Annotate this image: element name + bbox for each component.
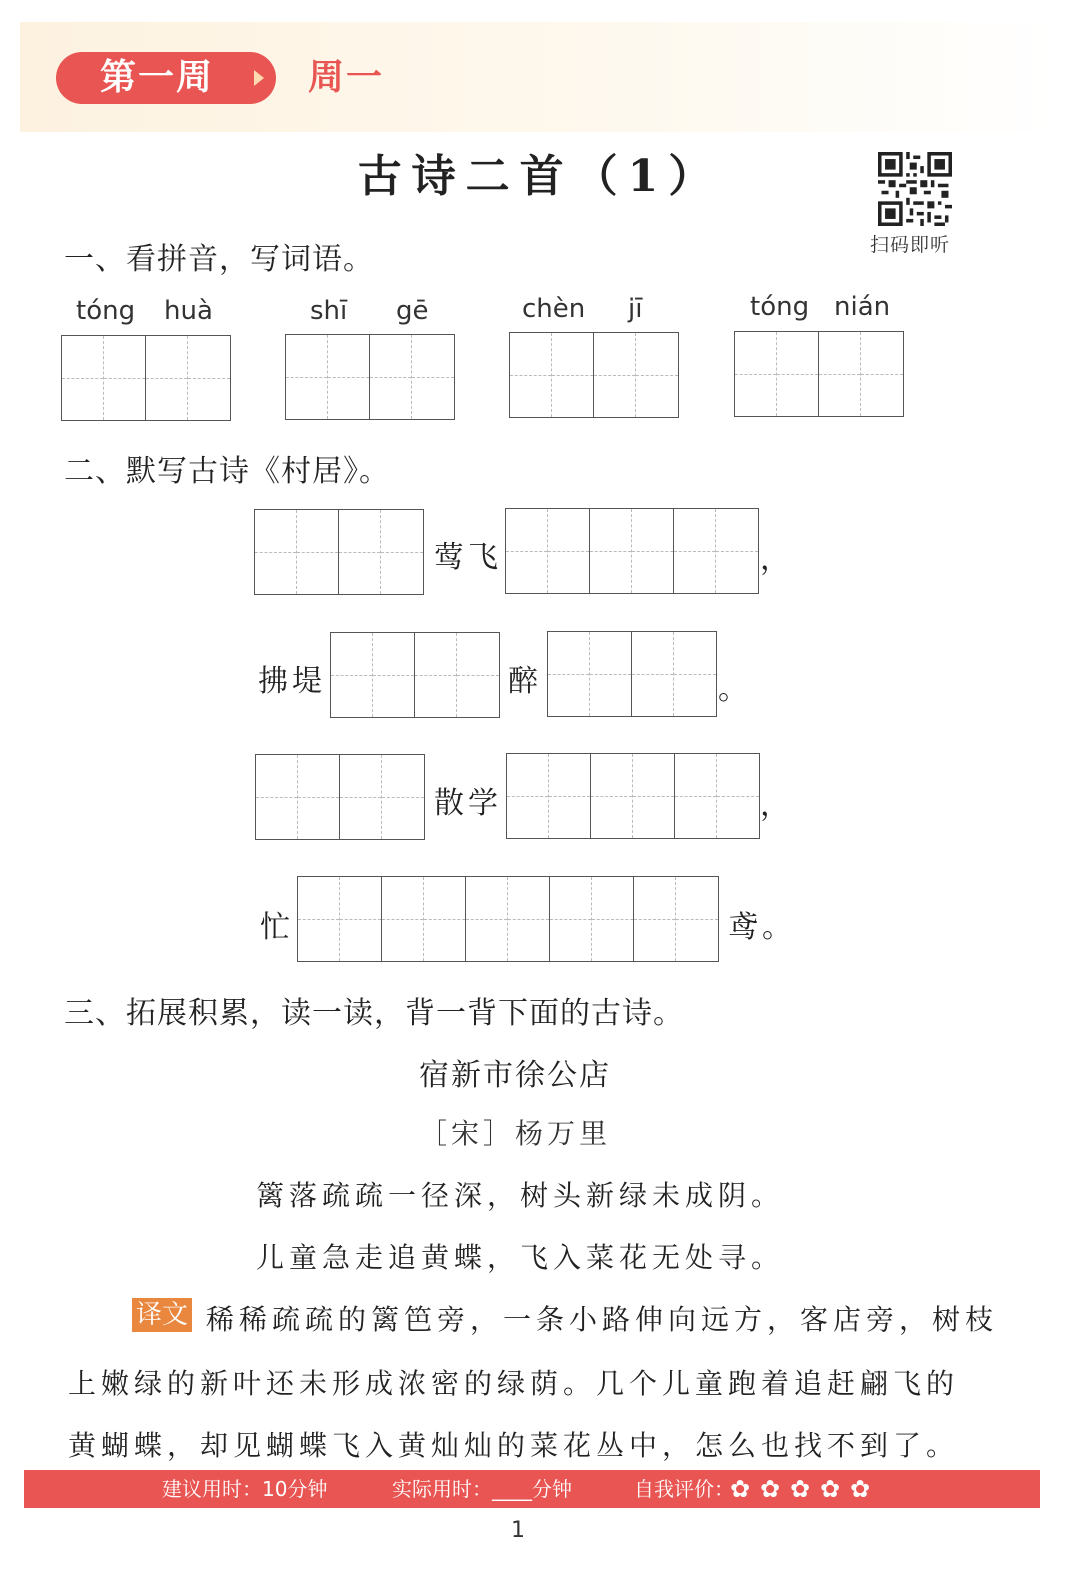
poem-text: 散学 <box>434 786 502 821</box>
poem-text: 醉 <box>508 664 542 699</box>
punctuation: ， <box>760 542 794 577</box>
page-title: 古诗二首（1） <box>357 151 723 202</box>
answer-grid[interactable] <box>297 876 719 962</box>
translation-line: 稀稀疏疏的篱笆旁，一条小路伸向远方，客店旁，树枝 <box>206 1303 999 1336</box>
pinyin: tóng <box>750 292 810 322</box>
answer-grid[interactable] <box>509 332 679 418</box>
star-icon[interactable]: ✿ <box>760 1475 781 1503</box>
poem-text: 鸢。 <box>728 910 796 945</box>
actual-time: 实际用时：____分钟 <box>392 1477 572 1501</box>
poem-text: 拂堤 <box>258 664 326 699</box>
section2-heading: 二、默写古诗《村居》。 <box>64 454 390 489</box>
punctuation: 。 <box>718 672 752 707</box>
pinyin: gē <box>396 296 429 326</box>
translation-line: 上嫩绿的新叶还未形成浓密的绿荫。几个儿童跑着追赶翩飞的 <box>68 1367 960 1400</box>
answer-grid[interactable] <box>505 508 759 594</box>
pinyin: jī <box>628 294 643 324</box>
arrow-right-icon <box>254 70 264 86</box>
self-eval-label: 自我评价： <box>634 1477 734 1501</box>
answer-grid[interactable] <box>254 509 424 595</box>
pinyin: huà <box>164 296 213 326</box>
answer-grid[interactable] <box>506 753 760 839</box>
punctuation: ， <box>760 788 794 823</box>
day-label: 周一 <box>308 57 385 98</box>
poem-text: 忙 <box>260 910 294 945</box>
pinyin: nián <box>834 292 891 322</box>
translation-line: 黄蝴蝶，却见蝴蝶飞入黄灿灿的菜花丛中，怎么也找不到了。 <box>68 1429 960 1462</box>
page-number: 1 <box>511 1518 525 1543</box>
qr-code-icon[interactable] <box>878 152 952 226</box>
translation-tag: 译文 <box>132 1298 192 1332</box>
qr-caption: 扫码即听 <box>870 234 951 256</box>
poem-line: 篱落疏疏一径深，树头新绿未成阴。 <box>255 1179 784 1212</box>
star-icon[interactable]: ✿ <box>850 1475 871 1503</box>
answer-grid[interactable] <box>330 632 500 718</box>
answer-grid[interactable] <box>285 334 455 420</box>
poem-line: 儿童急走追黄蝶，飞入菜花无处寻。 <box>255 1241 784 1274</box>
pinyin: chèn <box>522 294 586 324</box>
star-icon[interactable]: ✿ <box>820 1475 841 1503</box>
section3-heading: 三、拓展积累，读一读，背一背下面的古诗。 <box>64 996 684 1031</box>
section1-heading: 一、看拼音，写词语。 <box>64 242 374 277</box>
week-label: 第一周 <box>100 57 215 98</box>
star-icon[interactable]: ✿ <box>790 1475 811 1503</box>
star-icon[interactable]: ✿ <box>730 1475 751 1503</box>
suggested-time: 建议用时：10分钟 <box>162 1477 328 1501</box>
answer-grid[interactable] <box>734 331 904 417</box>
answer-grid[interactable] <box>61 335 231 421</box>
poem-author: ［宋］杨万里 <box>418 1117 611 1150</box>
poem-text: 莺飞 <box>434 540 502 575</box>
pinyin: shī <box>310 296 348 326</box>
answer-grid[interactable] <box>547 631 717 717</box>
pinyin: tóng <box>76 296 136 326</box>
answer-grid[interactable] <box>255 754 425 840</box>
poem-title: 宿新市徐公店 <box>419 1058 611 1093</box>
